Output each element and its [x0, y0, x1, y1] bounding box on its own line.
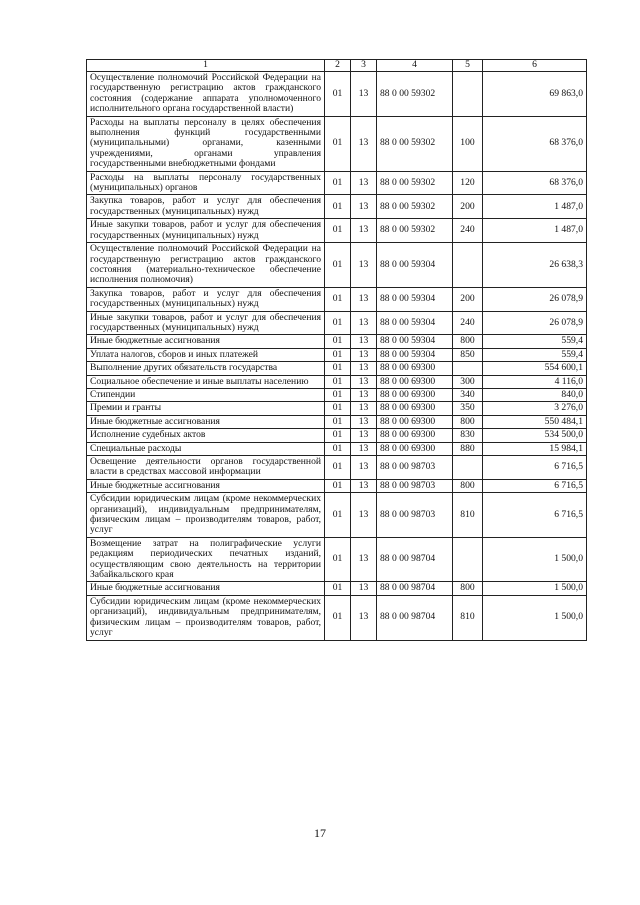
row-section: 01	[325, 479, 351, 492]
table-row	[87, 348, 587, 361]
table-row	[87, 456, 587, 480]
row-section: 01	[325, 362, 351, 375]
row-expense-type: 200	[453, 287, 483, 311]
row-subsection: 13	[351, 479, 377, 492]
row-section: 01	[325, 402, 351, 415]
row-amount: 68 376,0	[483, 116, 587, 171]
row-name: Иные закупки товаров, работ и услуг для обеспечения государственных (муниципальных) нужд	[87, 311, 325, 335]
row-amount: 840,0	[483, 388, 587, 401]
table-row	[87, 442, 587, 455]
table-row	[87, 493, 587, 538]
row-expense-type: 800	[453, 335, 483, 348]
row-name: Социальное обеспечение и иные выплаты населению	[87, 375, 325, 388]
row-amount: 26 078,9	[483, 311, 587, 335]
row-section: 01	[325, 415, 351, 428]
row-subsection: 13	[351, 72, 377, 117]
row-amount: 68 376,0	[483, 171, 587, 195]
row-subsection: 13	[351, 195, 377, 219]
budget-table	[86, 59, 587, 641]
row-amount: 1 487,0	[483, 195, 587, 219]
row-amount: 1 500,0	[483, 537, 587, 582]
row-expense-type: 830	[453, 429, 483, 442]
row-section: 01	[325, 375, 351, 388]
header-cell-1: 1	[87, 60, 325, 72]
row-name: Осуществление полномочий Российской Федерации на государственную регистрацию актов гражданского состояния (содержание аппарата уполномоченного исполнительного органа государственной власти)	[87, 72, 325, 117]
table-row	[87, 362, 587, 375]
row-target-code: 88 0 00 69300	[377, 429, 453, 442]
row-amount: 69 863,0	[483, 72, 587, 117]
row-expense-type	[453, 537, 483, 582]
row-target-code: 88 0 00 69300	[377, 402, 453, 415]
row-section: 01	[325, 219, 351, 243]
row-target-code: 88 0 00 59304	[377, 311, 453, 335]
header-cell-2: 2	[325, 60, 351, 72]
row-subsection: 13	[351, 493, 377, 538]
table-row	[87, 311, 587, 335]
row-section: 01	[325, 388, 351, 401]
row-subsection: 13	[351, 415, 377, 428]
row-target-code: 88 0 00 98703	[377, 456, 453, 480]
row-amount: 1 500,0	[483, 595, 587, 640]
row-subsection: 13	[351, 362, 377, 375]
table-row	[87, 595, 587, 640]
row-subsection: 13	[351, 287, 377, 311]
row-subsection: 13	[351, 582, 377, 595]
row-target-code: 88 0 00 69300	[377, 415, 453, 428]
header-cell-6: 6	[483, 60, 587, 72]
row-section: 01	[325, 335, 351, 348]
row-subsection: 13	[351, 335, 377, 348]
row-name: Иные закупки товаров, работ и услуг для обеспечения государственных (муниципальных) нужд	[87, 219, 325, 243]
row-expense-type: 800	[453, 415, 483, 428]
row-subsection: 13	[351, 402, 377, 415]
row-amount: 6 716,5	[483, 479, 587, 492]
row-target-code: 88 0 00 69300	[377, 362, 453, 375]
row-name: Выполнение других обязательств государства	[87, 362, 325, 375]
row-target-code: 88 0 00 98704	[377, 537, 453, 582]
row-amount: 3 276,0	[483, 402, 587, 415]
row-target-code: 88 0 00 59304	[377, 287, 453, 311]
row-amount: 550 484,1	[483, 415, 587, 428]
row-section: 01	[325, 311, 351, 335]
row-section: 01	[325, 493, 351, 538]
header-cell-3: 3	[351, 60, 377, 72]
row-section: 01	[325, 72, 351, 117]
row-subsection: 13	[351, 243, 377, 288]
header-row	[87, 60, 587, 72]
row-target-code: 88 0 00 59302	[377, 171, 453, 195]
table-row	[87, 243, 587, 288]
page-number: 17	[314, 826, 326, 840]
row-section: 01	[325, 348, 351, 361]
table-row	[87, 582, 587, 595]
row-target-code: 88 0 00 98703	[377, 479, 453, 492]
table-row	[87, 219, 587, 243]
row-subsection: 13	[351, 388, 377, 401]
row-name: Уплата налогов, сборов и иных платежей	[87, 348, 325, 361]
row-subsection: 13	[351, 348, 377, 361]
row-subsection: 13	[351, 429, 377, 442]
row-subsection: 13	[351, 219, 377, 243]
row-expense-type: 800	[453, 479, 483, 492]
row-name: Осуществление полномочий Российской Федерации на государственную регистрацию актов гражданского состояния (материально-техническое обеспечение исполнения полномочия)	[87, 243, 325, 288]
row-target-code: 88 0 00 98704	[377, 595, 453, 640]
row-expense-type: 100	[453, 116, 483, 171]
row-section: 01	[325, 456, 351, 480]
row-section: 01	[325, 537, 351, 582]
row-target-code: 88 0 00 59304	[377, 335, 453, 348]
row-expense-type: 810	[453, 493, 483, 538]
row-name: Закупка товаров, работ и услуг для обеспечения государственных (муниципальных) нужд	[87, 287, 325, 311]
row-expense-type: 340	[453, 388, 483, 401]
row-target-code: 88 0 00 59302	[377, 116, 453, 171]
row-subsection: 13	[351, 595, 377, 640]
row-name: Расходы на выплаты персоналу в целях обеспечения выполнения функций государственными (муниципальными) органами, казенными учреждениями, органами управления государственными внебюджетными фондами	[87, 116, 325, 171]
row-amount: 6 716,5	[483, 456, 587, 480]
row-name: Закупка товаров, работ и услуг для обеспечения государственных (муниципальных) нужд	[87, 195, 325, 219]
row-expense-type: 240	[453, 219, 483, 243]
row-amount: 534 500,0	[483, 429, 587, 442]
row-amount: 554 600,1	[483, 362, 587, 375]
row-subsection: 13	[351, 442, 377, 455]
row-target-code: 88 0 00 59304	[377, 243, 453, 288]
row-name: Специальные расходы	[87, 442, 325, 455]
row-name: Премии и гранты	[87, 402, 325, 415]
row-subsection: 13	[351, 375, 377, 388]
row-amount: 559,4	[483, 335, 587, 348]
table-row	[87, 195, 587, 219]
row-subsection: 13	[351, 456, 377, 480]
row-amount: 6 716,5	[483, 493, 587, 538]
row-name: Иные бюджетные ассигнования	[87, 479, 325, 492]
row-amount: 26 638,3	[483, 243, 587, 288]
row-section: 01	[325, 595, 351, 640]
row-name: Иные бюджетные ассигнования	[87, 335, 325, 348]
row-target-code: 88 0 00 69300	[377, 442, 453, 455]
table-row	[87, 415, 587, 428]
row-expense-type	[453, 362, 483, 375]
row-expense-type: 850	[453, 348, 483, 361]
row-target-code: 88 0 00 69300	[377, 375, 453, 388]
row-expense-type: 300	[453, 375, 483, 388]
row-section: 01	[325, 582, 351, 595]
row-subsection: 13	[351, 537, 377, 582]
row-amount: 1 487,0	[483, 219, 587, 243]
table-row	[87, 402, 587, 415]
row-section: 01	[325, 171, 351, 195]
row-target-code: 88 0 00 59302	[377, 195, 453, 219]
row-section: 01	[325, 116, 351, 171]
row-section: 01	[325, 287, 351, 311]
table-row	[87, 479, 587, 492]
row-target-code: 88 0 00 69300	[377, 388, 453, 401]
row-name: Исполнение судебных актов	[87, 429, 325, 442]
row-name: Возмещение затрат на полиграфические услуги редакциям периодических печатных изданий, осуществляющим свою деятельность на территории Забайкальского края	[87, 537, 325, 582]
row-section: 01	[325, 243, 351, 288]
table-row	[87, 335, 587, 348]
row-name: Стипендии	[87, 388, 325, 401]
table-row	[87, 171, 587, 195]
row-subsection: 13	[351, 171, 377, 195]
header-cell-5: 5	[453, 60, 483, 72]
table-body	[87, 72, 587, 641]
row-amount: 1 500,0	[483, 582, 587, 595]
row-name: Субсидии юридическим лицам (кроме некоммерческих организаций), индивидуальным предпринимателям, физическим лицам – производителям товаров, работ, услуг	[87, 493, 325, 538]
row-amount: 15 984,1	[483, 442, 587, 455]
row-expense-type: 120	[453, 171, 483, 195]
row-expense-type: 810	[453, 595, 483, 640]
row-expense-type	[453, 243, 483, 288]
row-name: Расходы на выплаты персоналу государственных (муниципальных) органов	[87, 171, 325, 195]
table-row	[87, 375, 587, 388]
row-target-code: 88 0 00 98703	[377, 493, 453, 538]
row-target-code: 88 0 00 98704	[377, 582, 453, 595]
table-row	[87, 116, 587, 171]
row-expense-type: 240	[453, 311, 483, 335]
table-row	[87, 72, 587, 117]
table-row	[87, 388, 587, 401]
row-amount: 4 116,0	[483, 375, 587, 388]
row-name: Иные бюджетные ассигнования	[87, 582, 325, 595]
table-row	[87, 537, 587, 582]
table-row	[87, 287, 587, 311]
row-expense-type	[453, 72, 483, 117]
row-target-code: 88 0 00 59302	[377, 219, 453, 243]
row-expense-type: 350	[453, 402, 483, 415]
row-name: Иные бюджетные ассигнования	[87, 415, 325, 428]
row-amount: 26 078,9	[483, 287, 587, 311]
row-name: Субсидии юридическим лицам (кроме некоммерческих организаций), индивидуальным предпринимателям, физическим лицам – производителям товаров, работ, услуг	[87, 595, 325, 640]
row-expense-type: 800	[453, 582, 483, 595]
row-subsection: 13	[351, 311, 377, 335]
row-section: 01	[325, 429, 351, 442]
row-subsection: 13	[351, 116, 377, 171]
table-row	[87, 429, 587, 442]
row-amount: 559,4	[483, 348, 587, 361]
row-expense-type: 200	[453, 195, 483, 219]
row-expense-type: 880	[453, 442, 483, 455]
row-target-code: 88 0 00 59304	[377, 348, 453, 361]
row-expense-type	[453, 456, 483, 480]
row-name: Освещение деятельности органов государственной власти в средствах массовой информации	[87, 456, 325, 480]
row-section: 01	[325, 195, 351, 219]
row-target-code: 88 0 00 59302	[377, 72, 453, 117]
header-cell-4: 4	[377, 60, 453, 72]
row-section: 01	[325, 442, 351, 455]
